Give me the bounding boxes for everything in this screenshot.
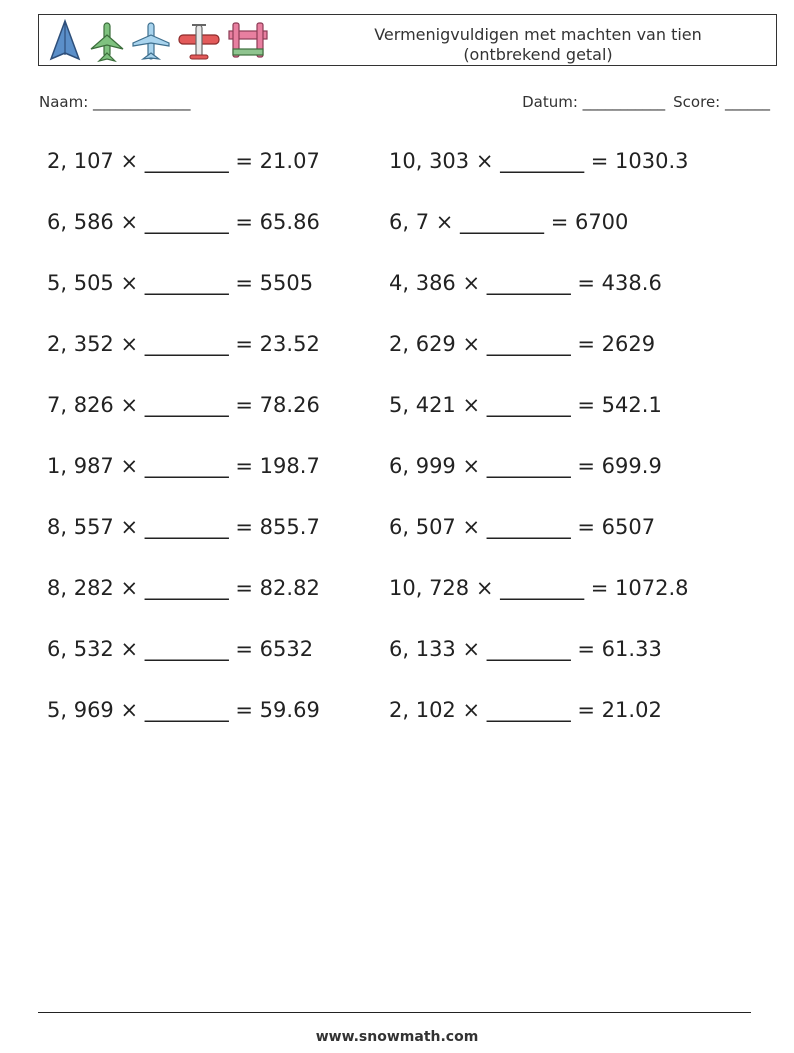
problem-left-3: 5, 505 × ________ = 5505 [47,271,314,295]
problem-left-10: 5, 969 × ________ = 59.69 [47,698,320,722]
blue-jet-icon [47,19,83,63]
problem-right-4: 2, 629 × ________ = 2629 [389,332,656,356]
footer-divider [38,1012,751,1013]
problem-left-8: 8, 282 × ________ = 82.82 [47,576,320,600]
worksheet-title [328,25,748,65]
problem-left-9: 6, 532 × ________ = 6532 [47,637,314,661]
problem-left-7: 8, 557 × ________ = 855.7 [47,515,320,539]
problem-right-6: 6, 999 × ________ = 699.9 [389,454,662,478]
green-fighter-icon [89,19,125,63]
problem-right-9: 6, 133 × ________ = 61.33 [389,637,662,661]
footer-site-link[interactable]: www.snowmath.com [315,1029,479,1045]
title-line-1: Vermenigvuldigen met machten van tien [374,25,702,44]
problem-right-8: 10, 728 × ________ = 1072.8 [389,576,689,600]
problem-right-7: 6, 507 × ________ = 6507 [389,515,656,539]
problem-right-10: 2, 102 × ________ = 21.02 [389,698,662,722]
red-propeller-plane-icon [177,19,221,63]
light-blue-airliner-icon [131,19,171,63]
header-icons [47,19,269,63]
pink-twin-engine-plane-icon [227,19,269,63]
title-line-2: (ontbrekend getal) [463,45,613,64]
name-field: Naam: _____________ [39,93,191,111]
problem-right-2: 6, 7 × ________ = 6700 [389,210,629,234]
worksheet-header [38,14,777,66]
problem-left-2: 6, 586 × ________ = 65.86 [47,210,320,234]
date-score-fields [522,93,770,111]
score-field: Score: ______ [673,93,770,111]
problem-right-3: 4, 386 × ________ = 438.6 [389,271,662,295]
problem-left-4: 2, 352 × ________ = 23.52 [47,332,320,356]
problem-left-6: 1, 987 × ________ = 198.7 [47,454,320,478]
date-field: Datum: ___________ [522,93,666,111]
problem-left-5: 7, 826 × ________ = 78.26 [47,393,320,417]
problem-left-1: 2, 107 × ________ = 21.07 [47,149,320,173]
problem-right-5: 5, 421 × ________ = 542.1 [389,393,662,417]
problem-right-1: 10, 303 × ________ = 1030.3 [389,149,689,173]
